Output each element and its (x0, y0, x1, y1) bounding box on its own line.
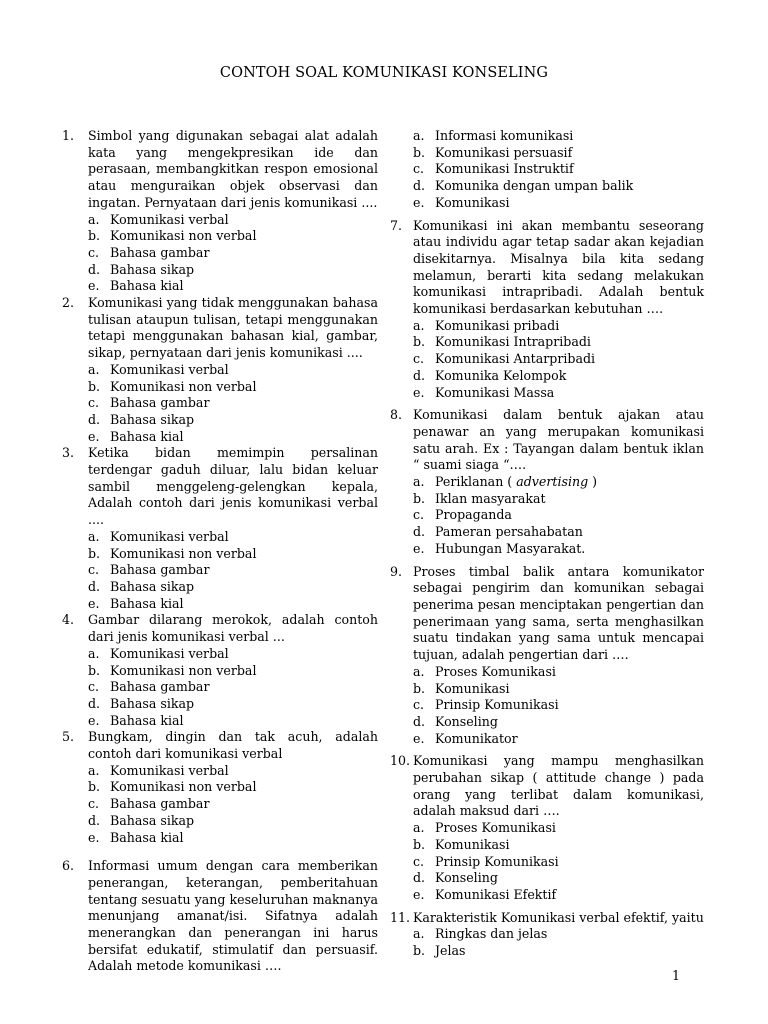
answer-option (88, 663, 378, 680)
option-label: d. (413, 178, 426, 194)
question-block (390, 407, 704, 557)
option-label: e. (413, 540, 425, 556)
question-text: Gambar dilarang merokok, adalah contoh dari jenis komunikasi verbal ... (88, 612, 378, 645)
option-label: a. (88, 211, 100, 227)
question-text: Simbol yang digunakan sebagai alat adalah kata yang mengekpresikan ide dan perasaan, membangkitkan respon emosional atau menguraikan objek observasi dan ingatan. Pernyataan dari jenis komunikasi .... (88, 128, 378, 210)
option-text: Komunikasi (435, 836, 510, 852)
option-text: Proses Komunikasi (435, 663, 556, 679)
answer-options (413, 926, 704, 959)
option-label: a. (413, 317, 425, 333)
option-text: Bahasa sikap (110, 261, 195, 277)
answer-option (413, 161, 704, 178)
answer-option (88, 779, 378, 796)
option-label: b. (413, 680, 426, 696)
answer-option (88, 813, 378, 830)
left-column (62, 128, 378, 975)
answer-option (413, 334, 704, 351)
option-label: c. (88, 562, 100, 578)
option-label: d. (413, 713, 426, 729)
answer-option (413, 524, 704, 541)
option-text: Komunikasi Instruktif (435, 161, 574, 177)
answer-option (413, 943, 704, 960)
option-text: Komunikasi non verbal (110, 779, 257, 795)
answer-option (88, 579, 378, 596)
answer-options (88, 362, 378, 446)
option-text: Proses Komunikasi (435, 820, 556, 836)
option-text: Komunikasi Antarpribadi (435, 351, 596, 367)
option-label: e. (413, 384, 425, 400)
option-label: e. (88, 712, 100, 728)
option-text: Bahasa kial (110, 595, 184, 611)
option-text: Prinsip Komunikasi (435, 853, 559, 869)
answer-option (413, 351, 704, 368)
answer-options (413, 474, 704, 558)
option-text: Komunikasi (435, 680, 510, 696)
option-text: Bahasa gambar (110, 562, 210, 578)
question-number: 8. (390, 407, 403, 423)
option-text: Komunikasi non verbal (110, 378, 257, 394)
option-label: b. (88, 228, 101, 244)
answer-option (88, 529, 378, 546)
option-label: c. (413, 697, 425, 713)
option-label: d. (413, 524, 426, 540)
option-text: Informasi komunikasi (435, 128, 574, 143)
answer-option (413, 507, 704, 524)
option-text: Komunikasi verbal (110, 762, 229, 778)
option-text: Bahasa sikap (110, 578, 195, 594)
option-text: Bahasa sikap (110, 411, 195, 427)
answer-options (413, 128, 704, 212)
question-text: Ketika bidan memimpin persalinan terdengar gaduh diluar, lalu bidan keluar sambil menggeleng-gelengkan kepala, Adalah contoh dari jenis komunikasi verbal .... (88, 445, 378, 528)
answer-option (88, 562, 378, 579)
question-block (62, 128, 378, 295)
option-text: Komunikasi verbal (110, 361, 229, 377)
question-number: 7. (390, 217, 403, 233)
option-label: b. (413, 144, 426, 160)
answer-option (413, 820, 704, 837)
answer-option (88, 429, 378, 446)
answer-option (413, 195, 704, 212)
question-number: 4. (62, 612, 75, 628)
option-label: e. (88, 428, 100, 444)
answer-options (88, 763, 378, 847)
option-label: e. (413, 194, 425, 210)
question-number: 3. (62, 445, 75, 461)
option-label: d. (88, 411, 101, 427)
answer-option (413, 731, 704, 748)
option-label: e. (88, 595, 100, 611)
answer-option (413, 926, 704, 943)
option-text: Bahasa gambar (110, 244, 210, 260)
question-block (62, 295, 378, 445)
question-block (62, 445, 378, 612)
option-text-italic: advertising (516, 474, 589, 490)
option-label: a. (88, 361, 100, 377)
answer-option (88, 362, 378, 379)
option-label: c. (88, 796, 100, 812)
option-label: c. (88, 679, 100, 695)
option-label: c. (88, 244, 100, 260)
question-number: 6. (62, 858, 75, 874)
option-label: b. (88, 378, 101, 394)
option-label: b. (88, 662, 101, 678)
answer-option (413, 887, 704, 904)
answer-option (88, 596, 378, 613)
option-text: Komunikasi verbal (110, 211, 229, 227)
answer-option (88, 646, 378, 663)
option-text: Iklan masyarakat (435, 490, 546, 506)
question-block (390, 910, 704, 960)
option-text: Komunikasi non verbal (110, 545, 257, 561)
question-text: Komunikasi dalam bentuk ajakan atau penawar an yang merupakan komunikasi satu arah. Ex : Tayangan dalam bentuk iklan “ suami siaga “…. (413, 407, 704, 473)
option-label: c. (413, 853, 425, 869)
option-text: Komunikasi non verbal (110, 662, 257, 678)
question-block (390, 753, 704, 903)
option-text: Prinsip Komunikasi (435, 697, 559, 713)
option-text: Bahasa kial (110, 278, 184, 294)
question-text: Informasi umum dengan cara memberikan penerangan, keterangan, pemberitahuan tentang sesuatu yang keseluruhan maknanya menunjang amanat/isi. Sifatnya adalah menerangkan dan penerangan ini harus bersifat edukatif, stimulatif dan persuasif. Adalah metode komunikasi …. (88, 858, 378, 974)
answer-option (88, 278, 378, 295)
answer-option (413, 870, 704, 887)
option-text: Bahasa kial (110, 428, 184, 444)
answer-option (413, 368, 704, 385)
question-number: 11. (390, 909, 411, 925)
page-number: 1 (672, 968, 681, 983)
option-text: Komunikasi non verbal (110, 228, 257, 244)
right-column (390, 128, 704, 960)
question-text: Komunikasi yang tidak menggunakan bahasa tulisan ataupun tulisan, tetapi menggunakan tetapi menggunakan bahasan kial, gambar, sikap, pernyataan dari jenis komunikasi .... (88, 295, 378, 361)
question-block (390, 564, 704, 748)
question-number: 2. (62, 295, 75, 311)
option-text-suffix: ) (588, 474, 598, 490)
option-text: Komunikasi verbal (110, 645, 229, 661)
option-label: d. (88, 578, 101, 594)
answer-option (413, 145, 704, 162)
answer-option (413, 318, 704, 335)
answer-option (413, 385, 704, 402)
answer-options (413, 820, 704, 904)
option-label: d. (413, 367, 426, 383)
option-text: Komunikasi Efektif (435, 886, 557, 902)
option-label: d. (413, 870, 426, 886)
option-text: Bahasa kial (110, 712, 184, 728)
option-label: d. (88, 812, 101, 828)
option-label: e. (88, 829, 100, 845)
question-number: 10. (390, 753, 411, 769)
option-text: Bahasa gambar (110, 796, 210, 812)
option-text: Hubungan Masyarakat. (435, 540, 586, 556)
option-text: Komunikasi pribadi (435, 317, 560, 333)
question-block (62, 729, 378, 846)
answer-option (413, 541, 704, 558)
option-text: Bahasa sikap (110, 812, 195, 828)
option-label: a. (413, 926, 425, 942)
option-text: Propaganda (435, 507, 512, 523)
option-text: Komunikasi verbal (110, 528, 229, 544)
option-label: c. (413, 161, 425, 177)
option-label: b. (413, 836, 426, 852)
answer-option (413, 697, 704, 714)
answer-option (88, 395, 378, 412)
question-text: Komunikasi yang mampu menghasilkan perubahan sikap ( attitude change ) pada orang yang terlibat dalam komunikasi, adalah maksud dari …. (413, 753, 704, 819)
option-label: e. (88, 278, 100, 294)
option-label: a. (413, 663, 425, 679)
option-label: c. (88, 395, 100, 411)
option-label: c. (413, 507, 425, 523)
question-block (390, 218, 704, 402)
option-label: d. (88, 261, 101, 277)
option-text: Periklanan ( (435, 474, 517, 490)
answer-options (88, 529, 378, 613)
option-text: Komunikasi (435, 194, 510, 210)
answer-option (88, 245, 378, 262)
answer-option (88, 679, 378, 696)
option-label: a. (413, 820, 425, 836)
answer-option (413, 128, 704, 145)
answer-option (413, 491, 704, 508)
answer-options (88, 212, 378, 296)
answer-option (88, 546, 378, 563)
answer-option (88, 262, 378, 279)
option-label: a. (88, 762, 100, 778)
answer-option (413, 681, 704, 698)
question-text: Karakteristik Komunikasi verbal efektif, yaitu (413, 909, 704, 925)
option-text: Pameran persahabatan (435, 524, 583, 540)
answer-options (88, 646, 378, 730)
option-text: Komunikator (435, 730, 518, 746)
option-label: b. (88, 545, 101, 561)
option-label: d. (88, 695, 101, 711)
option-text: Jelas (435, 943, 466, 959)
question-text: Komunikasi ini akan membantu seseorang atau individu agar tetap sadar akan kejadian disekitarnya. Misalnya bila kita sedang melamun, berarti kita sedang melakukan komunikasi intrapribadi. Adalah bentuk komunikasi berdasarkan kebutuhan …. (413, 217, 704, 317)
answer-option (88, 696, 378, 713)
answer-option (88, 830, 378, 847)
question-number: 1. (62, 128, 75, 143)
question-block (390, 128, 704, 212)
option-label: a. (413, 474, 425, 490)
answer-option (413, 178, 704, 195)
option-text: Konseling (435, 870, 498, 886)
answer-option (88, 412, 378, 429)
option-text: Komunikasi persuasif (435, 144, 573, 160)
option-label: a. (88, 645, 100, 661)
option-text: Komunika Kelompok (435, 367, 567, 383)
option-text: Komunika dengan umpan balik (435, 178, 634, 194)
answer-option (88, 713, 378, 730)
answer-option (88, 763, 378, 780)
answer-option (413, 854, 704, 871)
question-block (62, 858, 378, 975)
option-label: b. (413, 943, 426, 959)
option-label: c. (413, 351, 425, 367)
option-text: Bahasa kial (110, 829, 184, 845)
question-block (62, 612, 378, 729)
option-text: Bahasa gambar (110, 395, 210, 411)
answer-option (88, 796, 378, 813)
option-text: Bahasa sikap (110, 695, 195, 711)
option-label: a. (88, 528, 100, 544)
answer-option (413, 837, 704, 854)
answer-option (88, 228, 378, 245)
answer-options (413, 664, 704, 748)
option-text: Konseling (435, 713, 498, 729)
option-label: e. (413, 730, 425, 746)
answer-option (413, 474, 704, 491)
page-title: CONTOH SOAL KOMUNIKASI KONSELING (219, 65, 549, 81)
option-label: b. (88, 779, 101, 795)
option-label: b. (413, 334, 426, 350)
option-label: b. (413, 490, 426, 506)
answer-option (413, 664, 704, 681)
answer-option (413, 714, 704, 731)
option-text: Ringkas dan jelas (435, 926, 548, 942)
option-label: e. (413, 886, 425, 902)
option-text: Komunikasi Intrapribadi (435, 334, 591, 350)
question-number: 9. (390, 563, 403, 579)
question-number: 5. (62, 729, 75, 745)
option-text: Bahasa gambar (110, 679, 210, 695)
option-text: Komunikasi Massa (435, 384, 555, 400)
answer-option (88, 379, 378, 396)
answer-options (413, 318, 704, 402)
question-text: Proses timbal balik antara komunikator sebagai pengirim dan komunikan sebagai penerima pesan menciptakan pengertian dan penerimaan yang sama, serta menghasilkan suatu tindakan yang sama untuk mencapai tujuan, adalah pengertian dari …. (413, 563, 704, 663)
question-text: Bungkam, dingin dan tak acuh, adalah contoh dari komunikasi verbal (88, 729, 378, 762)
answer-option (88, 212, 378, 229)
option-label: a. (413, 128, 425, 143)
